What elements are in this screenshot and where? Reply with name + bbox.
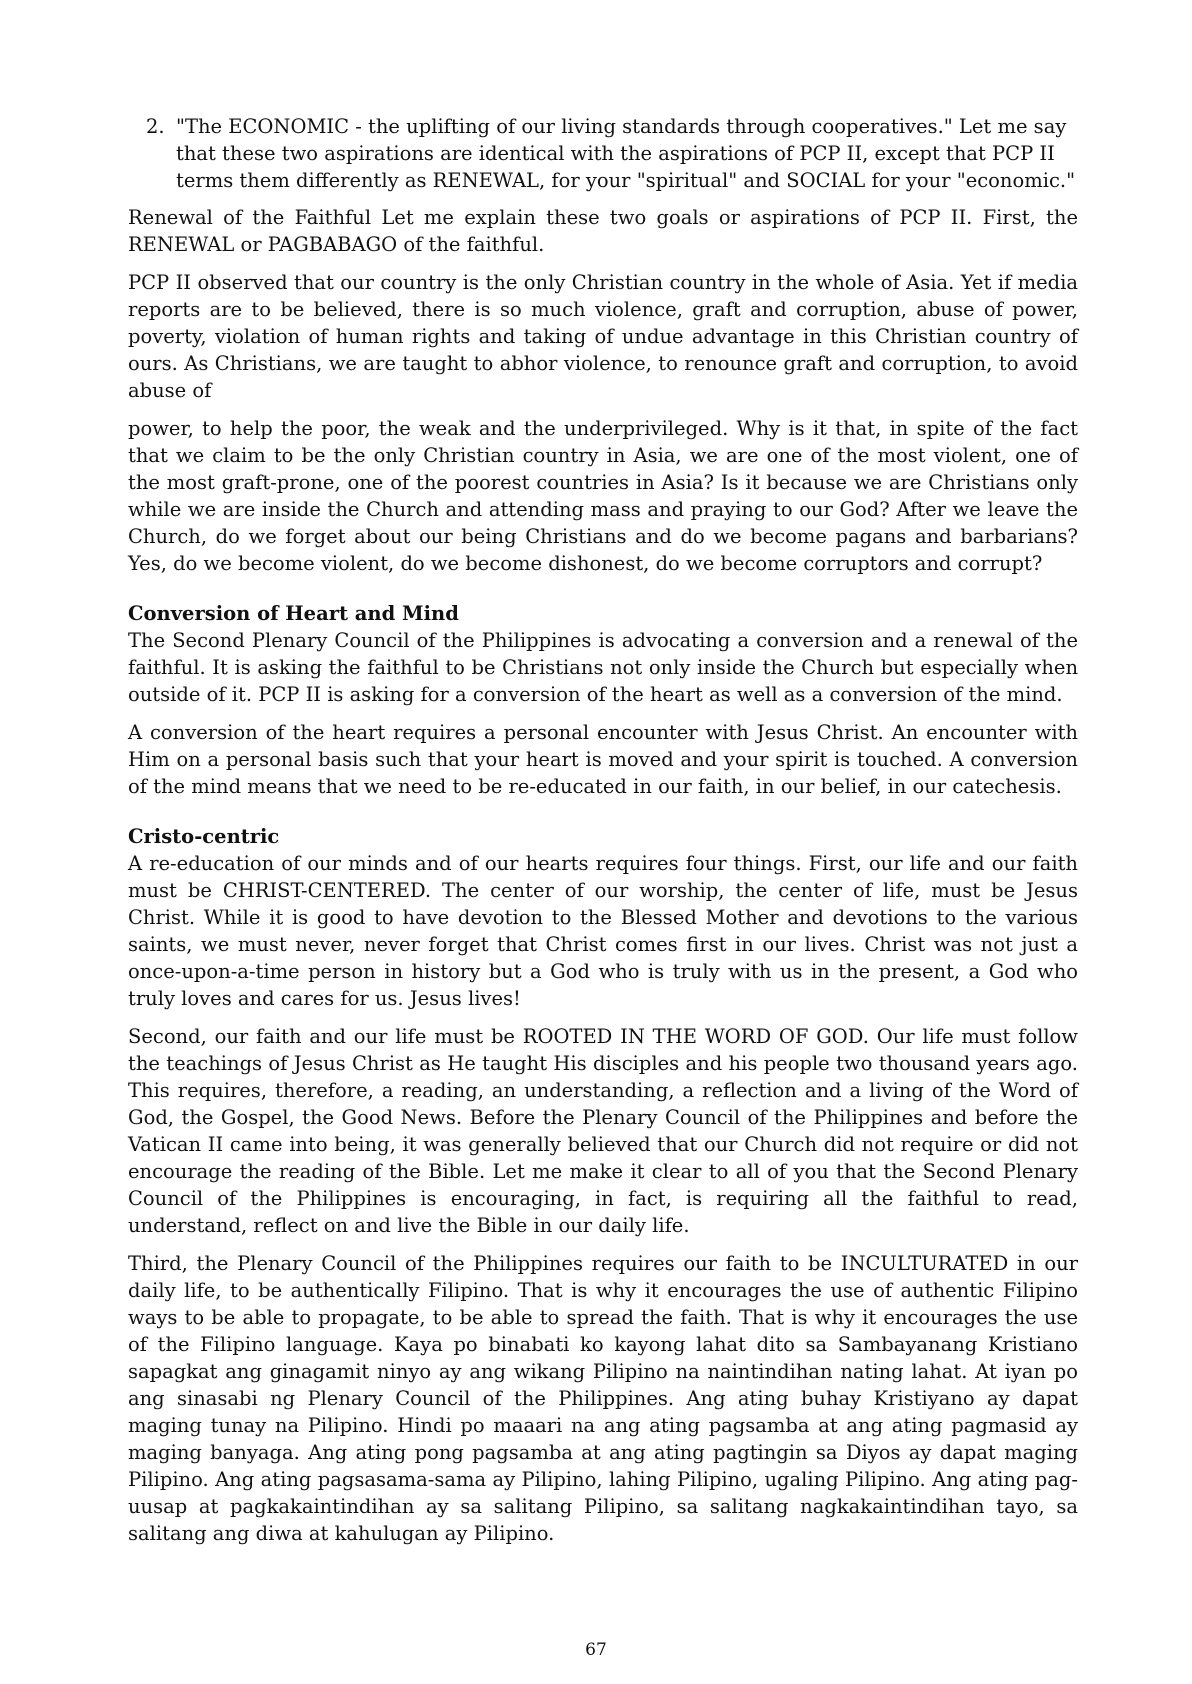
paragraph-christ-centered: A re-education of our minds and of our hearts requires four things. First, our life and our faith must be CHRIST-CENTERED. The center of our worship, the center of life, must be Jesus Christ. While it is good to have devotion to the Blessed Mother and devotions to the various saints, we must never, never forget that Christ comes first in our lives. Christ was not just a once-upon-a-time person in history but a God who is truly with us in the present, a God who truly loves and cares for us. Jesus lives!: [128, 852, 1078, 1010]
section-heading-conversion: Conversion of Heart and Mind: [128, 602, 459, 625]
paragraph-pcp-observation: PCP II observed that our country is the only Christian country in the whole of Asia. Yet if media reports are to be believed, there is so much violence, graft and corruption, abuse of power, poverty, violation of human rights and taking of undue advantage in this Christian country of ours. As Christians, we are taught to abhor violence, to renounce graft and corruption, to avoid abuse of: [128, 271, 1078, 402]
page-number: 67: [585, 1640, 607, 1660]
paragraph-renewal: Renewal of the Faithful Let me explain these two goals or aspirations of PCP II. First, the RENEWAL or PAGBABAGO of the faithful.: [128, 206, 1078, 256]
section-heading-cristo-centric: Cristo-centric: [128, 825, 280, 848]
list-item: [128, 113, 1078, 194]
paragraph-conversion: The Second Plenary Council of the Philippines is advocating a conversion and a renewal of the faithful. It is asking the faithful to be Christians not only inside the Church but especially when outside of it. PCP II is asking for a conversion of the heart as well as a conversion of the mind.: [128, 629, 1078, 706]
paragraph-inculturated: Third, the Plenary Council of the Philippines requires our faith to be INCULTURATED in our daily life, to be authentically Filipino. That is why it encourages the use of authentic Filipino ways to be able to propagate, to be able to spread the faith. That is why it encourages the use of the Filipino language. Kaya po binabati ko kayong lahat dito sa Sambayanang Kristiano sapagkat ang ginagamit ninyo ay ang wikang Pilipino na naintindihan nating lahat. At iyan po ang sinasabi ng Plenary Council of the Philippines. Ang ating buhay Kristiyano ay dapat maging tunay na Pilipino. Hindi po maaari na ang ating pagsamba at ang ating pagmasid ay maging banyaga. Ang ating pong pagsamba at ang ating pagtingin sa Diyos ay dapat maging Pilipino. Ang ating pagsasama-sama ay Pilipino, lahing Pilipino, ugaling Pilipino. Ang ating pag-uusap at pagkakaintindihan ay sa salitang Pilipino, sa salitang nagkakaintindihan tayo, sa salitang ang diwa at kahulugan ay Pilipino.: [128, 1252, 1078, 1545]
list-item-number: 2.: [146, 115, 165, 138]
page-body: [128, 105, 1078, 1558]
list-item-text: "The ECONOMIC - the uplifting of our living standards through cooperatives." Let me say that these two aspirations are identical with the aspirations of PCP II, except that PCP II terms them differently as RENEWAL, for your "spiritual" and SOCIAL for your "economic.": [176, 115, 1076, 192]
paragraph-word-of-god: Second, our faith and our life must be ROOTED IN THE WORD OF GOD. Our life must follow the teachings of Jesus Christ as He taught His disciples and his people two thousand years ago. This requires, therefore, a reading, an understanding, a reflection and a living of the Word of God, the Gospel, the Good News. Before the Plenary Council of the Philippines and before the Vatican II came into being, it was generally believed that our Church did not require or did not encourage the reading of the Bible. Let me make it clear to all of you that the Second Plenary Council of the Philippines is encouraging, in fact, is requiring all the faithful to read, understand, reflect on and live the Bible in our daily life.: [128, 1025, 1078, 1237]
paragraph-heart-mind: A conversion of the heart requires a personal encounter with Jesus Christ. An encounter with Him on a personal basis such that your heart is moved and your spirit is touched. A conversion of the mind means that we need to be re-educated in our faith, in our belief, in our catechesis.: [128, 721, 1078, 798]
paragraph-violence-question: power, to help the poor, the weak and the underprivileged. Why is it that, in spite of the fact that we claim to be the only Christian country in Asia, we are one of the most violent, one of the most graft-prone, one of the poorest countries in Asia? Is it because we are Christians only while we are inside the Church and attending mass and praying to our God? After we leave the Church, do we forget about our being Christians and do we become pagans and barbarians? Yes, do we become violent, do we become dishonest, do we become corruptors and corrupt?: [128, 417, 1078, 575]
